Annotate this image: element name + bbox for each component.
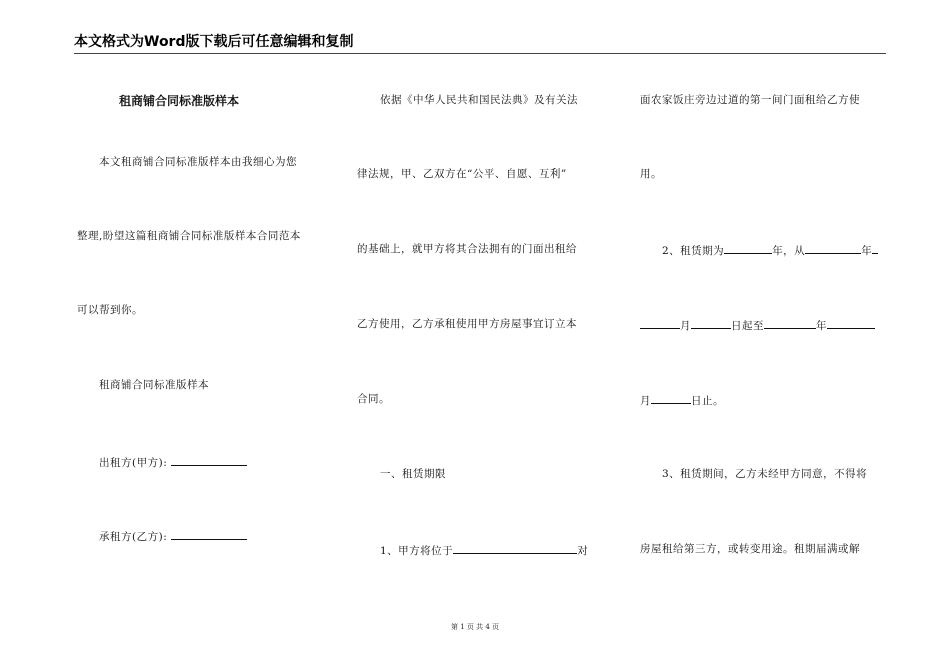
lessee-label: 承租方(乙方):: [99, 531, 168, 543]
day-until-text: 日起至: [731, 320, 764, 332]
start-month-blank: [640, 317, 680, 329]
lease-term-line: [662, 242, 878, 258]
paragraph-line: 面农家饭庄旁边过道的第一间门面租给乙方使: [640, 94, 860, 106]
paragraph-line: 乙方使用，乙方承租使用甲方房屋事宜订立本: [357, 318, 577, 330]
end-year-blank: [764, 317, 816, 329]
location-line: [380, 542, 588, 558]
location-suffix: 对: [577, 545, 589, 557]
lease-date-line: [640, 317, 875, 333]
lessor-label: 出租方(甲方):: [99, 457, 168, 469]
paragraph-line: 依据《中华人民共和国民法典》及有关法: [380, 94, 578, 106]
lease-term-label: 2、租赁期为: [662, 245, 725, 257]
end-month-text: 月: [640, 395, 651, 407]
paragraph-line: 整理,盼望这篇租商铺合同标准版样本合同范本: [77, 230, 301, 242]
term-years-blank: [724, 242, 772, 254]
start-day-blank: [691, 317, 731, 329]
month-text: 月: [680, 320, 691, 332]
year-from-text: 年，从: [772, 245, 806, 257]
lessee-field: [99, 528, 247, 544]
end-day-text: 日止。: [691, 395, 724, 407]
paragraph-line: 可以帮到你。: [77, 304, 143, 316]
start-year-blank: [805, 242, 861, 254]
end-year-text: 年: [816, 320, 827, 332]
end-day-blank: [651, 392, 691, 404]
paragraph-line: 合同。: [357, 393, 390, 405]
location-blank: [453, 542, 577, 554]
paragraph-line: 房屋租给第三方，或转变用途。租期届满或解: [640, 543, 860, 555]
end-month-blank-start: [827, 317, 875, 329]
paragraph-line: 3、租赁期间，乙方未经甲方同意，不得将: [662, 468, 868, 480]
paragraph-line: 本文租商铺合同标准版样本由我细心为您: [99, 156, 297, 168]
document-title: 租商铺合同标准版样本: [119, 94, 240, 108]
page-footer: 第 1 页 共 4 页: [450, 623, 500, 631]
year-text: 年: [861, 245, 873, 257]
subtitle-line: 租商铺合同标准版样本: [99, 379, 209, 391]
start-month-blank-start: [872, 242, 878, 254]
document-header: 本文格式为Word版下载后可任意编辑和复制: [74, 34, 354, 50]
section-heading: 一、租赁期限: [380, 468, 446, 480]
paragraph-line: 用。: [640, 168, 662, 180]
lessor-blank: [171, 454, 247, 466]
lease-end-line: [640, 392, 724, 408]
paragraph-line: 的基础上，就甲方将其合法拥有的门面出租给: [357, 243, 577, 255]
lessee-blank: [171, 528, 247, 540]
paragraph-line: 律法规，甲、乙双方在“公平、自愿、互利”: [357, 168, 567, 180]
header-divider: [74, 53, 886, 54]
location-label: 1、甲方将位于: [380, 545, 454, 557]
lessor-field: [99, 454, 247, 470]
